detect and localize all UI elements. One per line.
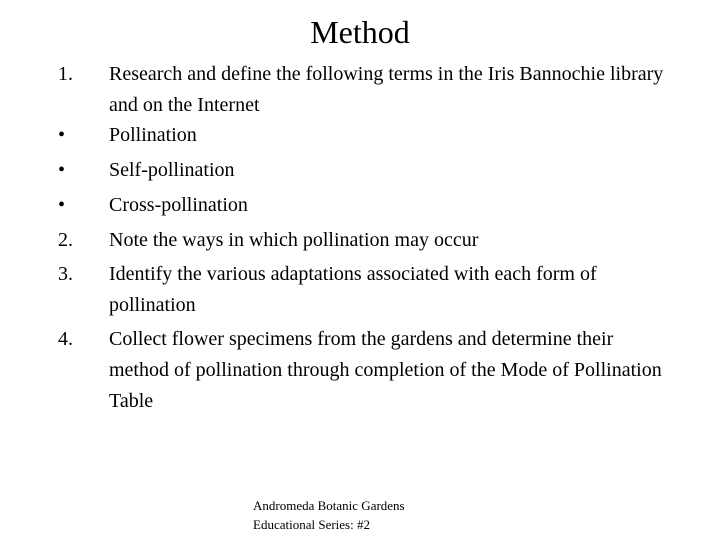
term-text: Self-pollination: [109, 159, 235, 181]
term-text: Pollination: [109, 124, 197, 146]
step-text: Identify the various adaptations associated with each form of pollination: [109, 263, 597, 316]
bullet-icon: •: [58, 194, 66, 216]
step-number: 3.: [58, 263, 73, 285]
step-number: 4.: [58, 328, 73, 350]
footer-organization: Andromeda Botanic Gardens: [253, 498, 405, 513]
step-text: Research and define the following terms in the Iris Bannochie library and on the Internet: [109, 63, 664, 116]
footer-series: Educational Series: #2: [253, 517, 370, 532]
step-number: 2.: [58, 229, 73, 251]
footer-credit: [253, 496, 513, 534]
step-text: Note the ways in which pollination may occur: [109, 229, 479, 251]
bullet-icon: •: [58, 159, 66, 181]
step-number: 1.: [58, 63, 73, 85]
term-text: Cross-pollination: [109, 194, 248, 216]
bullet-icon: •: [58, 124, 66, 146]
step-text: Collect flower specimens from the gardens and determine their method of pollination through completion of the Mode of Pollination Table: [109, 328, 662, 412]
slide-title: Method: [310, 14, 410, 50]
